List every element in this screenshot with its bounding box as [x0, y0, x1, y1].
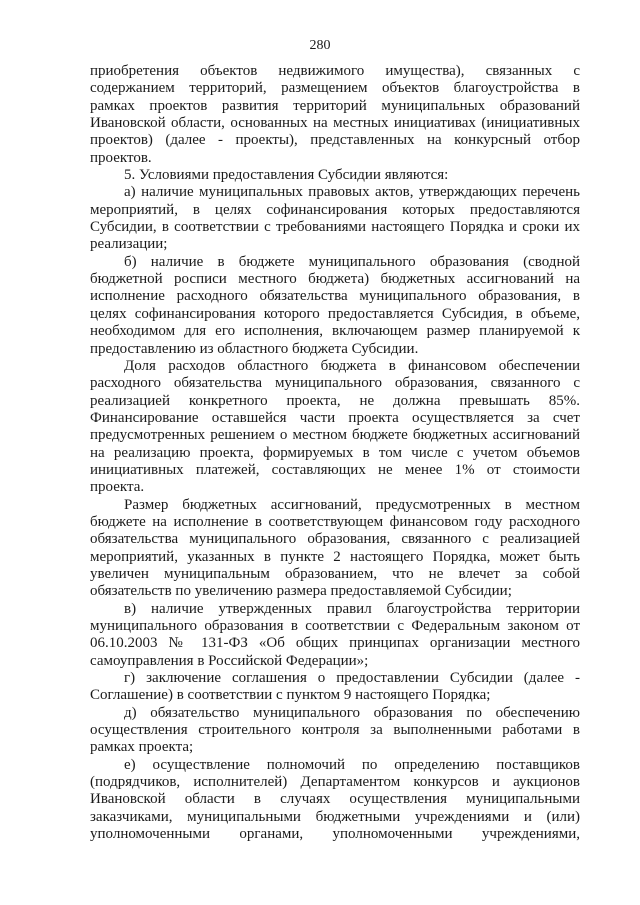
document-body — [90, 63, 580, 843]
text-line: бюджетной росписи местного бюджета) бюджетных ассигнований на — [90, 271, 580, 288]
text-line: Соглашение) в соответствии с пунктом 9 настоящего Порядка; — [90, 687, 491, 704]
text-line: мероприятий, указанных в пункте 2 настоящего Порядка, может быть — [90, 548, 580, 565]
text-line: в) наличие утвержденных правил благоустройства территории — [124, 600, 580, 617]
text-line: Субсидии, в соответствии с требованиями настоящего Порядка и сроки их — [90, 219, 580, 236]
text-line: целях софинансирования которого предоставляется Субсидия, в объеме, — [90, 305, 580, 322]
page-number: 280 — [309, 38, 331, 53]
text-line: предоставлению из областного бюджета Субсидии. — [90, 340, 419, 357]
text-line: е) осуществление полномочий по определению поставщиков — [124, 756, 580, 773]
text-line: 5. Условиями предоставления Субсидии являются: — [124, 167, 449, 184]
text-line: д) обязательство муниципального образования по обеспечению — [124, 704, 580, 721]
text-line: исполнение расходного обязательства муниципального образования, в — [90, 288, 580, 305]
text-line: заказчиками, муниципальными бюджетными учреждениями и (или) — [90, 808, 580, 825]
text-line: обязательств по увеличению размера предоставляемой Субсидии; — [90, 583, 512, 600]
text-line: реализацией конкретного проекта, не должна превышать 85%. — [90, 392, 580, 409]
text-line: б) наличие в бюджете муниципального образования (сводной — [124, 253, 580, 270]
text-line: Доля расходов областного бюджета в финансовом обеспечении — [124, 357, 580, 374]
text-line: на реализацию проекта, формируемых в том числе с учетом объемов — [90, 444, 580, 461]
text-line: проектов. — [90, 149, 152, 166]
text-line: инициативных платежей, составляющих не менее 1% от стоимости — [90, 461, 580, 478]
text-line: приобретения объектов недвижимого имущества), связанных с — [90, 63, 580, 79]
text-line: реализации; — [90, 236, 168, 253]
text-line: уполномоченными органами, уполномоченными учреждениями, — [90, 826, 580, 843]
text-line: предусмотренных решением о местном бюджете бюджетных ассигнований — [90, 427, 580, 444]
text-line: обязательства муниципального образования, связанного с реализацией — [90, 531, 580, 548]
text-line: необходимом для его исполнения, включающем размер планируемой к — [90, 323, 580, 340]
text-line: мероприятий, в целях софинансирования которых предоставляются — [90, 201, 580, 218]
text-line: 06.10.2003 № 131-ФЗ «Об общих принципах организации местного — [90, 635, 580, 652]
text-line: самоуправления в Российской Федерации»; — [90, 652, 369, 669]
text-line: осуществления строительного контроля за выполненными работами в — [90, 722, 580, 739]
text-line: расходного обязательства муниципального образования, связанного с — [90, 375, 580, 392]
text-line: содержанием территорий, размещением объектов благоустройства в — [90, 80, 580, 97]
text-line: (подрядчиков, исполнителей) Департаментом конкурсов и аукционов — [90, 774, 580, 791]
text-line: проекта. — [90, 479, 145, 496]
text-line: г) заключение соглашения о предоставлении Субсидии (далее - — [124, 670, 580, 687]
text-line: рамках проекта; — [90, 739, 194, 756]
text-line: бюджете на исполнение в соответствующем финансовом году расходного — [90, 513, 580, 530]
text-line: увеличен муниципальным образованием, что не влечет за собой — [90, 565, 580, 582]
text-line: Ивановской области в случаях осуществления муниципальными — [90, 791, 580, 808]
text-line: муниципального образования в соответствии с Федеральным законом от — [90, 618, 580, 634]
text-line: Финансирование оставшейся части проекта осуществляется за счет — [90, 409, 580, 426]
text-line: проектов) (далее - проекты), представленных на конкурсный отбор — [90, 132, 580, 149]
text-line: Ивановской области, основанных на местных инициативах (инициативных — [90, 115, 580, 132]
text-line: рамках проектов развития территорий муниципальных образований — [90, 97, 580, 114]
text-line: а) наличие муниципальных правовых актов, утверждающих перечень — [124, 184, 580, 201]
text-line: Размер бюджетных ассигнований, предусмотренных в местном — [124, 496, 580, 513]
